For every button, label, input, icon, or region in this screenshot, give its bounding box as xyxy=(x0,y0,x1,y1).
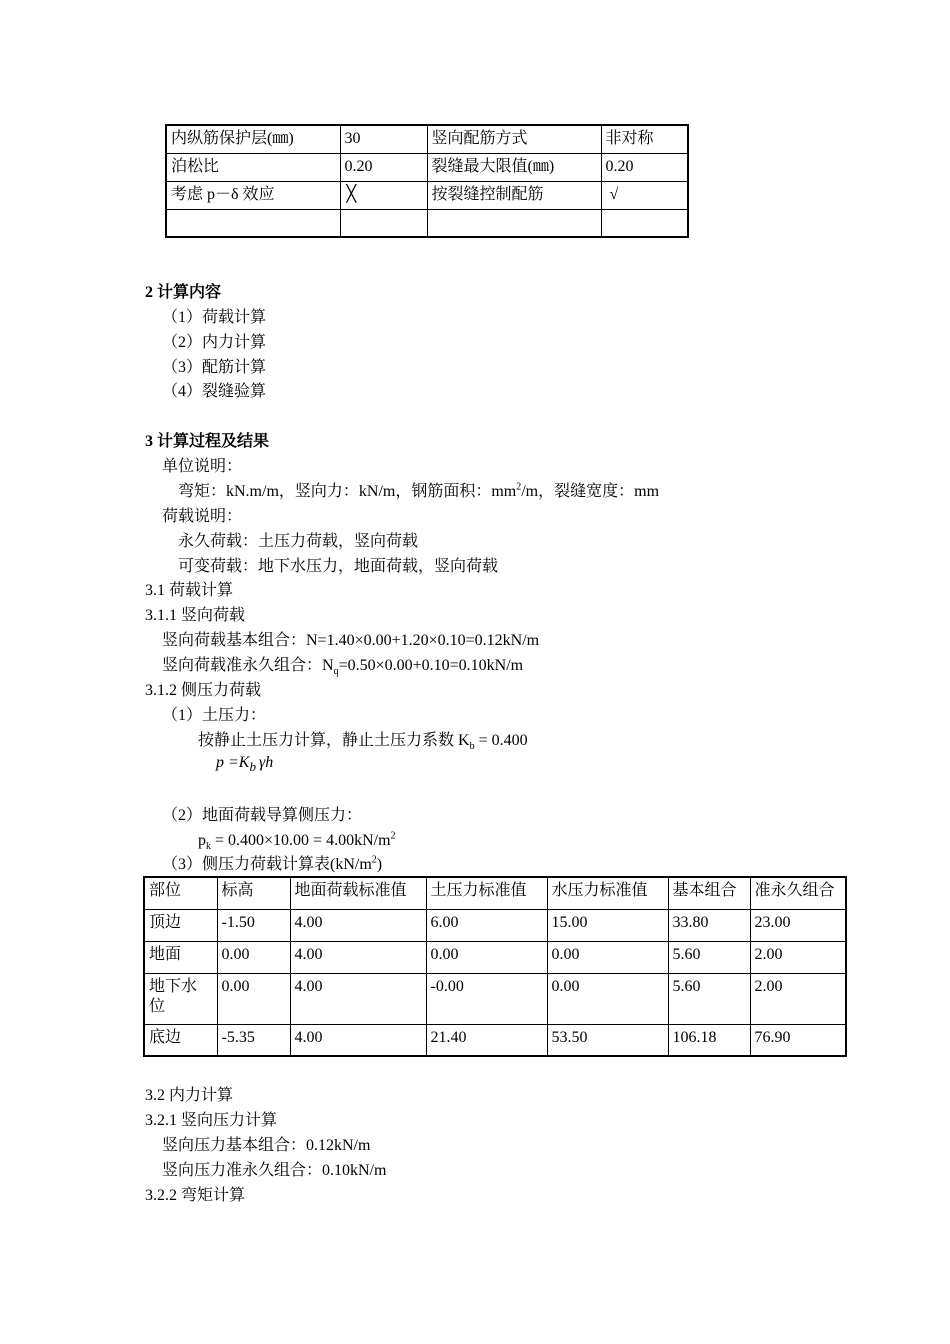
list-item: （4）裂缝验算 xyxy=(162,383,267,400)
table-cell: 地下水位 xyxy=(144,973,217,1024)
section-3-1-title: 3.1 荷载计算 xyxy=(145,582,234,599)
vquasi-a: 竖向荷载准永久组合：N xyxy=(162,657,334,674)
table-cell: 按裂缝控制配筋 xyxy=(427,181,601,209)
table-cell: 竖向配筋方式 xyxy=(427,125,601,153)
table-cell: √ xyxy=(601,181,688,209)
formula-sub: b xyxy=(249,759,256,775)
table-cell: ╳ xyxy=(340,181,427,209)
list-item: （1）荷载计算 xyxy=(162,309,267,326)
table-header-cell: 土压力标准值 xyxy=(426,877,547,909)
table-header-cell: 地面荷载标准值 xyxy=(290,877,426,909)
table-cell: 4.00 xyxy=(290,973,426,1024)
parameter-table xyxy=(165,124,689,238)
table-cell: 30 xyxy=(340,125,427,153)
table-cell xyxy=(601,209,688,237)
earth-text-sub: b xyxy=(469,741,475,753)
table-cell: 4.00 xyxy=(290,909,426,941)
unit-text-a: 弯矩：kN.m/m，竖向力：kN/m，钢筋面积：mm xyxy=(178,483,517,500)
table-cell: 76.90 xyxy=(750,1024,846,1056)
unit-text-b: /m，裂缝宽度：mm xyxy=(521,483,660,500)
table-header-cell: 水压力标准值 xyxy=(547,877,668,909)
table-cell: 6.00 xyxy=(426,909,547,941)
pressure-table xyxy=(143,876,847,1057)
table-row xyxy=(166,153,688,181)
vertical-quasi-combo xyxy=(162,656,523,676)
earth-pressure-text xyxy=(198,731,528,751)
section-3-2-1-title: 3.2.1 竖向压力计算 xyxy=(145,1112,278,1129)
table-row xyxy=(144,1024,846,1056)
section-3-1-1-title: 3.1.1 竖向荷载 xyxy=(145,607,246,624)
table-header-cell: 基本组合 xyxy=(668,877,750,909)
table-cell: 地面 xyxy=(144,941,217,973)
unit-text xyxy=(178,482,659,502)
surface-a: p xyxy=(198,832,206,849)
table-cell xyxy=(427,209,601,237)
table-cell: 23.00 xyxy=(750,909,846,941)
table-cell xyxy=(340,209,427,237)
table-label-a: （3）侧压力荷载计算表(kN/m xyxy=(162,856,372,873)
table-header-cell: 准永久组合 xyxy=(750,877,846,909)
table-label-b: ) xyxy=(376,856,383,873)
table-header-cell: 标高 xyxy=(217,877,290,909)
table-cell: 0.20 xyxy=(340,153,427,181)
vquasi-b: =0.50×0.00+0.10=0.10kN/m xyxy=(338,657,524,674)
surface-sup: 2 xyxy=(390,830,396,842)
earth-pressure-formula xyxy=(216,753,273,773)
table-cell: -0.00 xyxy=(426,973,547,1024)
unit-label: 单位说明： xyxy=(162,458,243,475)
table-row xyxy=(166,209,688,237)
table-cell: 2.00 xyxy=(750,973,846,1024)
formula-b: γh xyxy=(258,754,274,771)
table-cell: 4.00 xyxy=(290,941,426,973)
list-item: （3）配筋计算 xyxy=(162,359,267,376)
table-cell: 0.00 xyxy=(547,941,668,973)
unit-text-sup: 2 xyxy=(516,481,522,493)
surface-load-text xyxy=(198,831,396,851)
section-3-2-title: 3.2 内力计算 xyxy=(145,1087,234,1104)
table-cell: 5.60 xyxy=(668,941,750,973)
table-cell: 0.00 xyxy=(426,941,547,973)
table-cell: 考虑 p－δ 效应 xyxy=(166,181,340,209)
table-row xyxy=(144,973,846,1024)
surface-sub: k xyxy=(206,841,211,853)
table-cell: 内纵筋保护层(㎜) xyxy=(166,125,340,153)
earth-pressure-label: （1）土压力： xyxy=(162,707,267,724)
earth-text-a: 按静止土压力计算，静止土压力系数 K xyxy=(198,732,470,749)
table-row xyxy=(144,941,846,973)
load-label: 荷载说明： xyxy=(162,508,243,525)
list-item: （2）内力计算 xyxy=(162,334,267,351)
formula-a: p =K xyxy=(216,754,250,771)
surface-load-label: （2）地面荷载导算侧压力： xyxy=(162,807,363,824)
section-3-1-2-title: 3.1.2 侧压力荷载 xyxy=(145,682,262,699)
section-3-title: 3 计算过程及结果 xyxy=(145,433,270,450)
table-cell: 53.50 xyxy=(547,1024,668,1056)
table-label-sup: 2 xyxy=(371,854,377,866)
table-cell: 4.00 xyxy=(290,1024,426,1056)
table-cell: 33.80 xyxy=(668,909,750,941)
table-cell: 0.00 xyxy=(217,941,290,973)
surface-b: = 0.400×10.00 = 4.00kN/m xyxy=(211,832,391,849)
table-cell: 106.18 xyxy=(668,1024,750,1056)
table-cell: 2.00 xyxy=(750,941,846,973)
table-cell: 15.00 xyxy=(547,909,668,941)
permanent-load: 永久荷载：土压力荷载，竖向荷载 xyxy=(178,533,419,550)
vquasi-sub: q xyxy=(333,666,339,678)
variable-load: 可变荷载：地下水压力，地面荷载，竖向荷载 xyxy=(178,558,499,575)
table-cell: 0.20 xyxy=(601,153,688,181)
section-3-2-2-title: 3.2.2 弯矩计算 xyxy=(145,1187,246,1204)
table-cell: 0.00 xyxy=(217,973,290,1024)
table-header-cell: 部位 xyxy=(144,877,217,909)
table-cell: -1.50 xyxy=(217,909,290,941)
table-cell: 顶边 xyxy=(144,909,217,941)
table-cell: 裂缝最大限值(㎜) xyxy=(427,153,601,181)
earth-text-b: = 0.400 xyxy=(474,732,528,749)
vertical-pressure-basic: 竖向压力基本组合：0.12kN/m xyxy=(162,1137,371,1154)
table-row xyxy=(166,181,688,209)
pressure-table-label xyxy=(162,855,382,875)
table-row xyxy=(144,909,846,941)
table-cell: 0.00 xyxy=(547,973,668,1024)
table-cell xyxy=(166,209,340,237)
table-row xyxy=(166,125,688,153)
section-2-title: 2 计算内容 xyxy=(145,284,222,301)
table-header-row xyxy=(144,877,846,909)
table-cell: 非对称 xyxy=(601,125,688,153)
table-cell: -5.35 xyxy=(217,1024,290,1056)
vertical-basic-combo: 竖向荷载基本组合：N=1.40×0.00+1.20×0.10=0.12kN/m xyxy=(162,632,540,649)
table-cell: 泊松比 xyxy=(166,153,340,181)
table-cell: 5.60 xyxy=(668,973,750,1024)
table-cell: 底边 xyxy=(144,1024,217,1056)
table-cell: 21.40 xyxy=(426,1024,547,1056)
vertical-pressure-quasi: 竖向压力准永久组合：0.10kN/m xyxy=(162,1162,387,1179)
